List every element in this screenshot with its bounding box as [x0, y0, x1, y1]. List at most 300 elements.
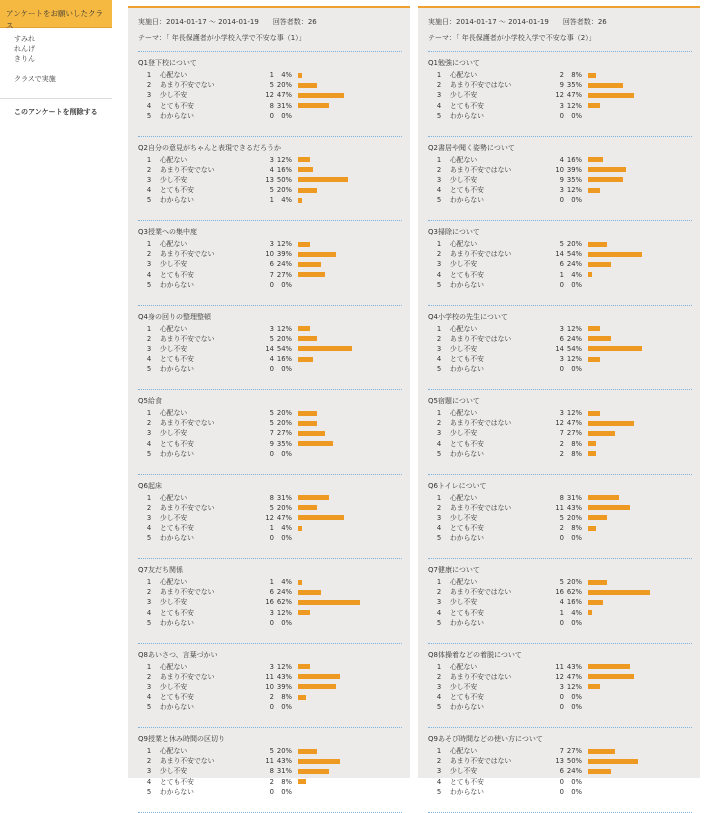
- bar-track: [298, 684, 398, 689]
- option-percent: 24%: [566, 260, 582, 269]
- answer-row: [138, 766, 402, 776]
- option-label: 少し不安: [450, 429, 478, 438]
- answer-bar: [298, 242, 310, 247]
- answer-row: [138, 165, 402, 175]
- option-label: とても不安: [160, 355, 194, 364]
- answer-row: [428, 513, 692, 523]
- bar-track: [298, 749, 398, 754]
- option-label: あまり不安ではない: [450, 588, 512, 597]
- option-count: 2: [559, 71, 564, 79]
- option-number: 5: [146, 618, 152, 627]
- answer-row: [138, 618, 402, 628]
- bar-track: [298, 526, 398, 531]
- option-number: 2: [436, 757, 442, 766]
- bar-track: [298, 167, 398, 172]
- option-percent: 50%: [566, 757, 582, 766]
- sidebar-active-class-header[interactable]: アンケートをお願いしたクラス: [0, 0, 112, 28]
- option-number: 4: [436, 608, 442, 617]
- option-number: 2: [146, 503, 152, 512]
- option-label: 少し不安: [450, 767, 478, 776]
- option-number: 4: [436, 270, 442, 279]
- option-number: 2: [436, 503, 442, 512]
- option-number: 3: [436, 344, 442, 353]
- bar-track: [588, 505, 688, 510]
- option-count: 1: [269, 524, 274, 533]
- option-number: 2: [146, 419, 152, 428]
- option-number: 5: [146, 534, 152, 543]
- option-count: 2: [559, 449, 564, 458]
- option-number: 3: [436, 513, 442, 522]
- answer-row: [428, 493, 692, 503]
- answer-row: [428, 155, 692, 165]
- option-percent: 0%: [571, 534, 582, 543]
- option-percent: 0%: [571, 787, 582, 796]
- bar-track: [588, 705, 688, 710]
- answer-row: [138, 577, 402, 587]
- option-count: 5: [269, 503, 274, 512]
- option-count: 3: [269, 155, 274, 164]
- option-label: わからない: [160, 365, 194, 374]
- answer-bar: [588, 242, 607, 247]
- answer-bar: [588, 674, 634, 679]
- option-label: 少し不安: [450, 682, 478, 691]
- period-value: 2014-01-17 〜 2014-01-19: [166, 18, 259, 26]
- answer-bar: [298, 590, 321, 595]
- answer-bar: [588, 73, 596, 78]
- answer-row: [138, 185, 402, 195]
- bar-track: [588, 749, 688, 754]
- option-number: 1: [146, 71, 152, 79]
- answer-row: [138, 249, 402, 259]
- answer-row: [138, 523, 402, 533]
- bar-track: [588, 188, 688, 193]
- option-label: 少し不安: [450, 598, 478, 607]
- bar-track: [588, 431, 688, 436]
- option-label: とても不安: [450, 693, 484, 702]
- option-count: 1: [559, 608, 564, 617]
- option-count: 0: [559, 787, 564, 796]
- question-title: Q1登下校について: [138, 59, 197, 67]
- answer-bar: [588, 515, 607, 520]
- question-title: Q8体操着などの着脱について: [428, 650, 522, 659]
- option-label: 心配ない: [160, 578, 188, 586]
- class-name-item: きりん: [14, 55, 35, 63]
- option-count: 9: [559, 81, 564, 90]
- option-count: 3: [559, 409, 564, 417]
- answer-bar: [588, 336, 611, 341]
- option-count: 12: [265, 513, 274, 522]
- question-title: Q1勉強について: [428, 59, 480, 67]
- option-number: 4: [436, 101, 442, 110]
- answer-bar: [298, 610, 310, 615]
- bar-track: [588, 346, 688, 351]
- option-number: 4: [146, 439, 152, 448]
- bar-track: [588, 367, 688, 372]
- option-count: 11: [265, 757, 274, 766]
- option-number: 4: [146, 270, 152, 279]
- option-label: わからない: [450, 534, 484, 543]
- survey-panel-2: [418, 6, 700, 796]
- option-label: あまり不安でない: [160, 165, 215, 174]
- option-count: 5: [269, 419, 274, 428]
- option-label: わからない: [450, 787, 484, 796]
- answer-row: [138, 195, 402, 205]
- option-count: 6: [559, 334, 564, 343]
- answer-bar: [588, 495, 619, 500]
- option-number: 1: [436, 324, 442, 333]
- option-count: 5: [269, 186, 274, 195]
- option-count: 3: [269, 240, 274, 248]
- option-number: 5: [146, 449, 152, 458]
- option-percent: 20%: [276, 334, 292, 343]
- option-percent: 20%: [566, 240, 582, 248]
- option-label: とても不安: [450, 777, 484, 786]
- bar-track: [298, 431, 398, 436]
- option-label: 心配ない: [160, 324, 188, 333]
- option-number: 2: [436, 165, 442, 174]
- bar-track: [588, 789, 688, 794]
- option-count: 0: [559, 196, 564, 205]
- option-count: 14: [555, 344, 564, 353]
- bar-track: [298, 610, 398, 615]
- answer-bar: [298, 252, 336, 257]
- answer-bar: [588, 759, 638, 764]
- option-number: 3: [436, 260, 442, 269]
- answer-bar: [588, 421, 634, 426]
- option-percent: 35%: [566, 175, 582, 184]
- option-number: 5: [146, 787, 152, 796]
- option-count: 2: [559, 439, 564, 448]
- option-number: 5: [436, 618, 442, 627]
- bar-track: [298, 346, 398, 351]
- bar-track: [298, 282, 398, 287]
- answer-row: [138, 344, 402, 354]
- question-title: Q6起床: [138, 481, 162, 490]
- option-count: 1: [269, 196, 274, 205]
- option-label: 少し不安: [160, 429, 188, 438]
- class-name-item: れんげ: [14, 45, 35, 53]
- answer-row: [428, 787, 692, 797]
- option-label: わからない: [450, 111, 484, 120]
- answer-bar: [588, 326, 600, 331]
- option-percent: 47%: [566, 419, 582, 428]
- answer-bar: [298, 674, 340, 679]
- bar-track: [588, 674, 688, 679]
- option-label: 心配ない: [160, 493, 188, 502]
- option-number: 4: [146, 524, 152, 533]
- answer-row: [428, 334, 692, 344]
- option-number: 3: [146, 767, 152, 776]
- period-value: 2014-01-17 〜 2014-01-19: [456, 18, 549, 26]
- class-name-item: すみれ: [14, 35, 35, 43]
- answer-row: [428, 185, 692, 195]
- option-percent: 35%: [276, 439, 292, 448]
- question-block: [428, 732, 692, 813]
- bar-track: [588, 590, 688, 595]
- bar-track: [298, 93, 398, 98]
- survey-meta: [428, 16, 692, 28]
- answer-bar: [298, 167, 313, 172]
- answer-bar: [298, 526, 302, 531]
- answer-bar: [298, 431, 325, 436]
- option-number: 2: [146, 672, 152, 681]
- bar-track: [298, 495, 398, 500]
- answer-bar: [298, 93, 344, 98]
- answer-row: [138, 270, 402, 280]
- option-label: 少し不安: [160, 344, 188, 353]
- answer-bar: [298, 441, 333, 446]
- bar-track: [588, 357, 688, 362]
- option-count: 6: [269, 588, 274, 597]
- bar-track: [298, 769, 398, 774]
- option-number: 2: [146, 588, 152, 597]
- option-percent: 20%: [276, 419, 292, 428]
- option-number: 5: [146, 280, 152, 289]
- option-label: とても不安: [160, 693, 194, 702]
- option-count: 4: [559, 155, 564, 164]
- option-label: 少し不安: [160, 513, 188, 522]
- option-number: 2: [436, 672, 442, 681]
- answer-row: [428, 101, 692, 111]
- option-count: 5: [269, 409, 274, 417]
- option-percent: 20%: [566, 578, 582, 586]
- option-number: 4: [436, 693, 442, 702]
- answer-row: [428, 439, 692, 449]
- respondents-group: [273, 16, 317, 28]
- option-number: 3: [146, 260, 152, 269]
- option-number: 3: [146, 429, 152, 438]
- option-number: 4: [436, 355, 442, 364]
- option-label: 心配ない: [450, 662, 478, 671]
- answer-bar: [298, 769, 329, 774]
- bar-track: [588, 610, 688, 615]
- option-label: あまり不安でない: [160, 81, 215, 90]
- option-count: 3: [269, 324, 274, 333]
- option-percent: 0%: [571, 111, 582, 120]
- run-by-class-link[interactable]: クラスで実施: [14, 75, 56, 83]
- bar-track: [588, 282, 688, 287]
- option-count: 13: [265, 175, 274, 184]
- option-label: 心配ない: [450, 493, 478, 502]
- option-number: 2: [436, 250, 442, 259]
- option-count: 6: [559, 260, 564, 269]
- option-percent: 47%: [566, 672, 582, 681]
- answer-row: [428, 259, 692, 269]
- option-label: わからない: [450, 703, 484, 712]
- answer-row: [428, 672, 692, 682]
- option-count: 9: [559, 175, 564, 184]
- option-label: 心配ない: [160, 155, 188, 164]
- respondents-label: 回答者数：: [272, 18, 308, 26]
- option-label: わからない: [160, 449, 194, 458]
- answer-bar: [588, 252, 642, 257]
- option-label: 心配ない: [450, 324, 478, 333]
- bar-track: [298, 242, 398, 247]
- answer-row: [428, 682, 692, 692]
- option-label: あまり不安でない: [160, 334, 215, 343]
- divider: [138, 51, 402, 52]
- question-block: [428, 310, 692, 391]
- answer-bar: [298, 336, 317, 341]
- question-block: [428, 394, 692, 475]
- bar-track: [298, 515, 398, 520]
- option-count: 2: [269, 693, 274, 702]
- bar-track: [298, 272, 398, 277]
- bar-track: [588, 177, 688, 182]
- answer-row: [428, 756, 692, 766]
- question-block: [138, 394, 402, 475]
- option-count: 4: [269, 165, 274, 174]
- answer-bar: [298, 262, 321, 267]
- question-block: [138, 732, 402, 813]
- bar-track: [588, 580, 688, 585]
- bar-track: [588, 73, 688, 78]
- option-percent: 47%: [566, 91, 582, 100]
- option-percent: 24%: [276, 260, 292, 269]
- answer-row: [138, 682, 402, 692]
- bar-track: [298, 326, 398, 331]
- option-percent: 47%: [276, 513, 292, 522]
- option-number: 5: [146, 703, 152, 712]
- option-number: 3: [146, 91, 152, 100]
- bar-track: [588, 411, 688, 416]
- bar-track: [588, 526, 688, 531]
- answer-row: [428, 239, 692, 249]
- option-percent: 39%: [566, 165, 582, 174]
- answer-bar: [298, 664, 310, 669]
- answer-bar: [298, 505, 317, 510]
- question-title: Q2自分の意見がちゃんと表現できるだろうか: [138, 143, 281, 152]
- answer-row: [428, 533, 692, 543]
- option-label: あまり不安でない: [160, 757, 215, 766]
- option-label: 心配ない: [160, 240, 188, 248]
- option-label: とても不安: [160, 186, 194, 195]
- answer-row: [428, 418, 692, 428]
- option-label: 少し不安: [450, 513, 478, 522]
- option-percent: 43%: [566, 503, 582, 512]
- question-title: Q9あそび時間などの使い方について: [428, 735, 543, 743]
- answer-row: [138, 155, 402, 165]
- bar-track: [298, 695, 398, 700]
- option-count: 3: [559, 682, 564, 691]
- option-count: 6: [269, 260, 274, 269]
- option-count: 12: [555, 91, 564, 100]
- option-number: 1: [436, 409, 442, 417]
- option-number: 2: [436, 419, 442, 428]
- bar-track: [298, 789, 398, 794]
- answer-bar: [298, 695, 306, 700]
- option-label: とても不安: [160, 101, 194, 110]
- option-percent: 4%: [281, 524, 292, 533]
- bar-track: [298, 441, 398, 446]
- option-label: あまり不安ではない: [450, 334, 512, 343]
- bar-track: [298, 357, 398, 362]
- answer-row: [428, 766, 692, 776]
- answer-bar: [298, 188, 317, 193]
- option-percent: 27%: [566, 747, 582, 755]
- answer-bar: [588, 167, 626, 172]
- option-percent: 8%: [281, 693, 292, 702]
- bar-track: [588, 779, 688, 784]
- theme-label: テーマ：: [428, 34, 456, 42]
- question-title: Q4小学校の先生について: [428, 312, 508, 321]
- option-label: あまり不安でない: [160, 503, 215, 512]
- answer-bar: [588, 600, 603, 605]
- option-count: 0: [269, 280, 274, 289]
- answer-row: [428, 577, 692, 587]
- answer-row: [428, 111, 692, 121]
- option-count: 14: [555, 250, 564, 259]
- question-title: Q5宿題について: [428, 397, 480, 405]
- delete-survey-link[interactable]: このアンケートを削除する: [14, 108, 98, 116]
- option-label: とても不安: [450, 524, 484, 533]
- answer-bar: [298, 272, 325, 277]
- option-label: 少し不安: [160, 598, 188, 607]
- option-label: とても不安: [160, 439, 194, 448]
- answer-bar: [588, 610, 592, 615]
- option-number: 1: [146, 493, 152, 502]
- option-percent: 0%: [571, 693, 582, 702]
- answer-bar: [298, 779, 306, 784]
- answer-row: [138, 533, 402, 543]
- answer-row: [428, 408, 692, 418]
- option-percent: 0%: [281, 787, 292, 796]
- answer-row: [428, 702, 692, 712]
- answer-row: [428, 662, 692, 672]
- option-number: 4: [146, 101, 152, 110]
- option-percent: 20%: [566, 513, 582, 522]
- answer-row: [138, 702, 402, 712]
- option-count: 14: [265, 344, 274, 353]
- bar-track: [588, 157, 688, 162]
- answer-bar: [298, 600, 360, 605]
- option-label: 心配ない: [450, 578, 478, 586]
- option-number: 1: [436, 240, 442, 248]
- option-count: 7: [559, 747, 564, 755]
- option-count: 7: [269, 270, 274, 279]
- option-label: とても不安: [160, 608, 194, 617]
- option-count: 5: [269, 334, 274, 343]
- option-count: 7: [559, 429, 564, 438]
- question-title: Q6トイレについて: [428, 481, 487, 490]
- option-label: 心配ない: [160, 71, 188, 79]
- answer-row: [428, 249, 692, 259]
- bar-track: [298, 188, 398, 193]
- option-number: 3: [146, 682, 152, 691]
- bar-track: [298, 505, 398, 510]
- bar-track: [588, 336, 688, 341]
- answer-row: [428, 746, 692, 756]
- option-label: わからない: [160, 703, 194, 712]
- option-count: 13: [555, 757, 564, 766]
- option-percent: 43%: [276, 757, 292, 766]
- answer-row: [138, 418, 402, 428]
- option-count: 10: [265, 250, 274, 259]
- answer-row: [428, 692, 692, 702]
- option-percent: 4%: [281, 196, 292, 205]
- option-count: 10: [265, 682, 274, 691]
- bar-track: [588, 759, 688, 764]
- question-block: [428, 563, 692, 644]
- option-label: 心配ない: [160, 409, 188, 417]
- answer-row: [428, 523, 692, 533]
- question-title: Q7友だち関係: [138, 566, 183, 574]
- answer-row: [138, 493, 402, 503]
- bar-track: [298, 252, 398, 257]
- option-percent: 12%: [566, 355, 582, 364]
- answer-row: [428, 80, 692, 90]
- answer-row: [138, 408, 402, 418]
